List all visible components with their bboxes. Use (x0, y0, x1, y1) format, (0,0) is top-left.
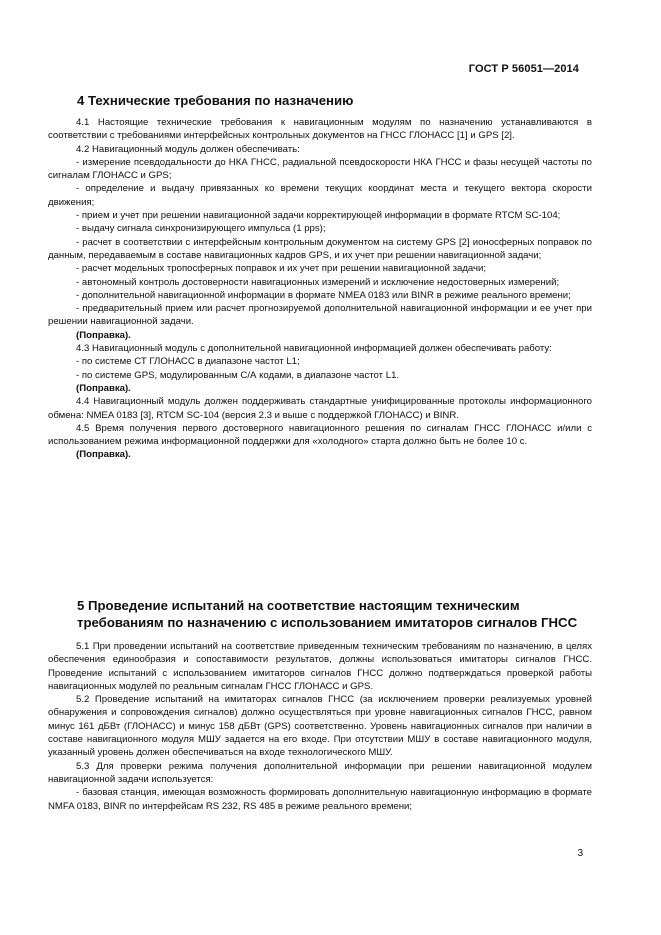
list-item: - базовая станция, имеющая возможность формировать дополнительную навигационную информацию в формате NMFA 0183, BINR по интерфейсам RS 232, RS 485 в режиме реального времени; (48, 787, 592, 812)
list-item: - предварительный прием или расчет прогнозируемой дополнительной навигационной информации и ее учет при решении навигационной задачи. (48, 303, 592, 328)
paragraph: 4.2 Навигационный модуль должен обеспечивать: (76, 143, 300, 155)
paragraph: 5.1 При проведении испытаний на соответствие приведенным техническим требованиям по назначению, в целях обеспечения единообразия и сопоставимости результатов, должны использоваться имитаторы сигналов ГНСС. Проведение испытаний с использованием имитаторов сигналов ГНСС должно подтверждаться проверкой работы навигационных модулей по реальным сигналам ГНСС ГЛОНАСС и GPS. (48, 641, 592, 692)
list-item: - расчет в соответствии с интерфейсным контрольным документом на систему GPS [2] ионосферных поправок по данным, передаваемым в составе навигационных кадров GPS, и их учет при решении навигационной задачи; (48, 236, 592, 261)
amendment-note: (Поправка). (76, 449, 131, 461)
section-5-body (48, 640, 592, 813)
page-number: 3 (577, 848, 583, 859)
section-5-title: 5 Проведение испытаний на соответствие настоящим техническим требованиям по назначению с использованием имитаторов сигналов ГНСС (77, 598, 578, 630)
list-item: - расчет модельных тропосферных поправок и их учет при решении навигационной задачи; (76, 263, 487, 275)
paragraph: 5.3 Для проверки режима получения дополнительной информации при решении навигационной модулем навигационной задачи используется: (48, 760, 592, 785)
list-item: - выдачу сигнала синхронизирующего импульса (1 pps); (76, 223, 326, 235)
list-item: - измерение псевдодальности до НКА ГНСС, радиальной псевдоскорости НКА ГНСС и фазы несущей частоты по сигналам ГЛОНАСС и GPS; (48, 156, 592, 182)
paragraph: 4.5 Время получения первого достоверного навигационного решения по сигналам ГНСС ГЛОНАСС и/или с использованием режима информационной поддержки для «холодного» старта должно быть не более 10 с. (48, 422, 592, 448)
amendment-note: (Поправка). (76, 329, 131, 341)
amendment-note: (Поправка). (76, 382, 131, 394)
paragraph: 4.4 Навигационный модуль должен поддерживать стандартные унифицированные протоколы информационного обмена: NMEA 0183 [3], RTCM SC-104 (версия 2.3 и выше с поддержкой ГЛОНАСС) и BINR. (48, 396, 592, 421)
section-4-body (48, 116, 592, 462)
document-header: ГОСТ Р 56051—2014 (468, 63, 579, 75)
list-item: - автономный контроль достоверности навигационных измерений и исключение недостоверных измерений; (76, 276, 560, 288)
section-4-title: 4 Технические требования по назначению (77, 93, 354, 108)
list-item: - прием и учет при решении навигационной задачи корректирующей информации в формате RTCM SC-104; (76, 210, 561, 222)
list-item: - определение и выдачу привязанных ко времени текущих координат места и текущего вектора скорости движения; (48, 183, 592, 208)
paragraph: 4.1 Настоящие технические требования к навигационным модулям по назначению устанавливаются в соответствии с требованиями интерфейсных контрольных документов на ГНСС ГЛОНАСС [1] и GPS [2]. (48, 117, 592, 142)
paragraph: 4.3 Навигационный модуль с дополнительной навигационной информацией должен обеспечивать работу: (76, 343, 552, 355)
list-item: - по системе GPS, модулированным С/А кодами, в диапазоне частот L1. (76, 369, 400, 381)
list-item: - дополнительной навигационной информации в формате NMEA 0183 или BINR в режиме реального времени; (76, 289, 571, 301)
paragraph: 5.2 Проведение испытаний на имитаторах сигналов ГНСС (за исключением проверки реализуемых уровней обнаружения и сопровождения сигналов) должно осуществляться при уровне навигационных сигналов ГНСС, равном минус 161 дБВт (ГЛОНАСС) и минус 158 дБВт (GPS) соответственно. Уровень навигационных сигналов при наличии в составе навигационного модуля МШУ задается на его входе. При отсутствии МШУ в составе навигационного модуля, указанный уровень должен обеспечиваться на входе технологического МШУ. (48, 694, 592, 759)
list-item: - по системе СТ ГЛОНАСС в диапазоне частот L1; (76, 356, 300, 368)
